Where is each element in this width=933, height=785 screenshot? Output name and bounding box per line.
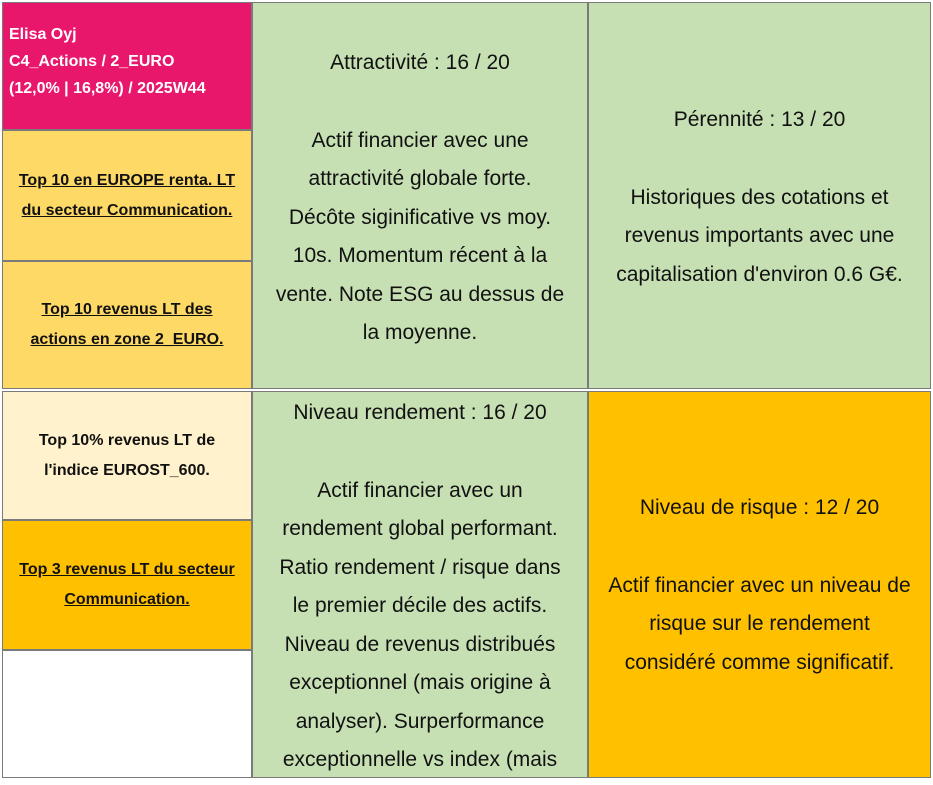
attractivite-title: Attractivité : 16 / 20: [330, 51, 510, 74]
risque-line: Actif financier avec un niveau de: [608, 573, 911, 597]
badge-top-europe: [2, 130, 252, 261]
asset-name: Elisa Oyj: [9, 26, 77, 43]
asset-category: C4_Actions / 2_EURO: [9, 53, 175, 70]
perennite-line: capitalisation d'environ 0.6 G€.: [616, 262, 903, 286]
rendement-line: rendement global performant.: [282, 517, 558, 540]
attractivite-line: Actif financier avec une: [311, 128, 529, 152]
risque-title: Niveau de risque : 12 / 20: [639, 496, 880, 519]
rendement-line: Ratio rendement / risque dans: [279, 555, 561, 579]
perennite-panel: [588, 2, 931, 389]
rendement-line: le premier décile des actifs.: [292, 594, 548, 617]
badge-top-zone-line1: Top 10 revenus LT des: [41, 301, 213, 318]
attractivite-line: vente. Note ESG au dessus de: [275, 282, 565, 306]
attractivite-line: la moyenne.: [362, 321, 478, 344]
badge-top-index: [2, 391, 252, 520]
rendement-line: exceptionnel (mais origine à: [289, 671, 551, 694]
rendement-panel: [252, 391, 588, 778]
badge-top-sector: [2, 520, 252, 650]
risque-line: risque sur le rendement: [649, 612, 870, 635]
attractivite-panel: [252, 2, 588, 389]
rendement-line: analyser). Surperformance: [295, 709, 545, 733]
badge-top-zone-line2: actions en zone 2_EURO.: [30, 331, 224, 348]
badge-top-zone: [2, 261, 252, 389]
asset-header: [2, 2, 252, 130]
empty-cell: [2, 650, 252, 778]
badge-top-sector-line1: Top 3 revenus LT du secteur: [19, 561, 235, 578]
rendement-line: Niveau de revenus distribués: [284, 632, 556, 656]
badge-top-index-line1: Top 10% revenus LT de: [38, 431, 216, 449]
perennite-line: revenus importants avec une: [624, 224, 895, 247]
risque-panel: [588, 391, 931, 778]
rendement-line: exceptionnelle vs index (mais: [282, 748, 558, 771]
asset-stats: (12,0% | 16,8%) / 2025W44: [9, 80, 206, 97]
badge-top-europe-line1: Top 10 en EUROPE renta. LT: [18, 171, 236, 189]
badge-top-europe-line2: du secteur Communication.: [21, 201, 233, 219]
perennite-title: Pérennité : 13 / 20: [673, 108, 846, 131]
badge-top-index-line2: l'indice EUROST_600.: [44, 461, 210, 479]
risque-line: considéré comme significatif.: [624, 650, 895, 674]
attractivite-line: Décôte siginificative vs moy.: [288, 205, 552, 229]
attractivite-line: 10s. Momentum récent à la: [292, 244, 548, 267]
perennite-line: Historiques des cotations et: [630, 185, 889, 209]
attractivite-line: attractivité globale forte.: [308, 167, 532, 190]
badge-top-sector-line2: Communication.: [64, 591, 190, 608]
rendement-line: Actif financier avec un: [317, 478, 523, 502]
rendement-title: Niveau rendement : 16 / 20: [293, 401, 547, 424]
